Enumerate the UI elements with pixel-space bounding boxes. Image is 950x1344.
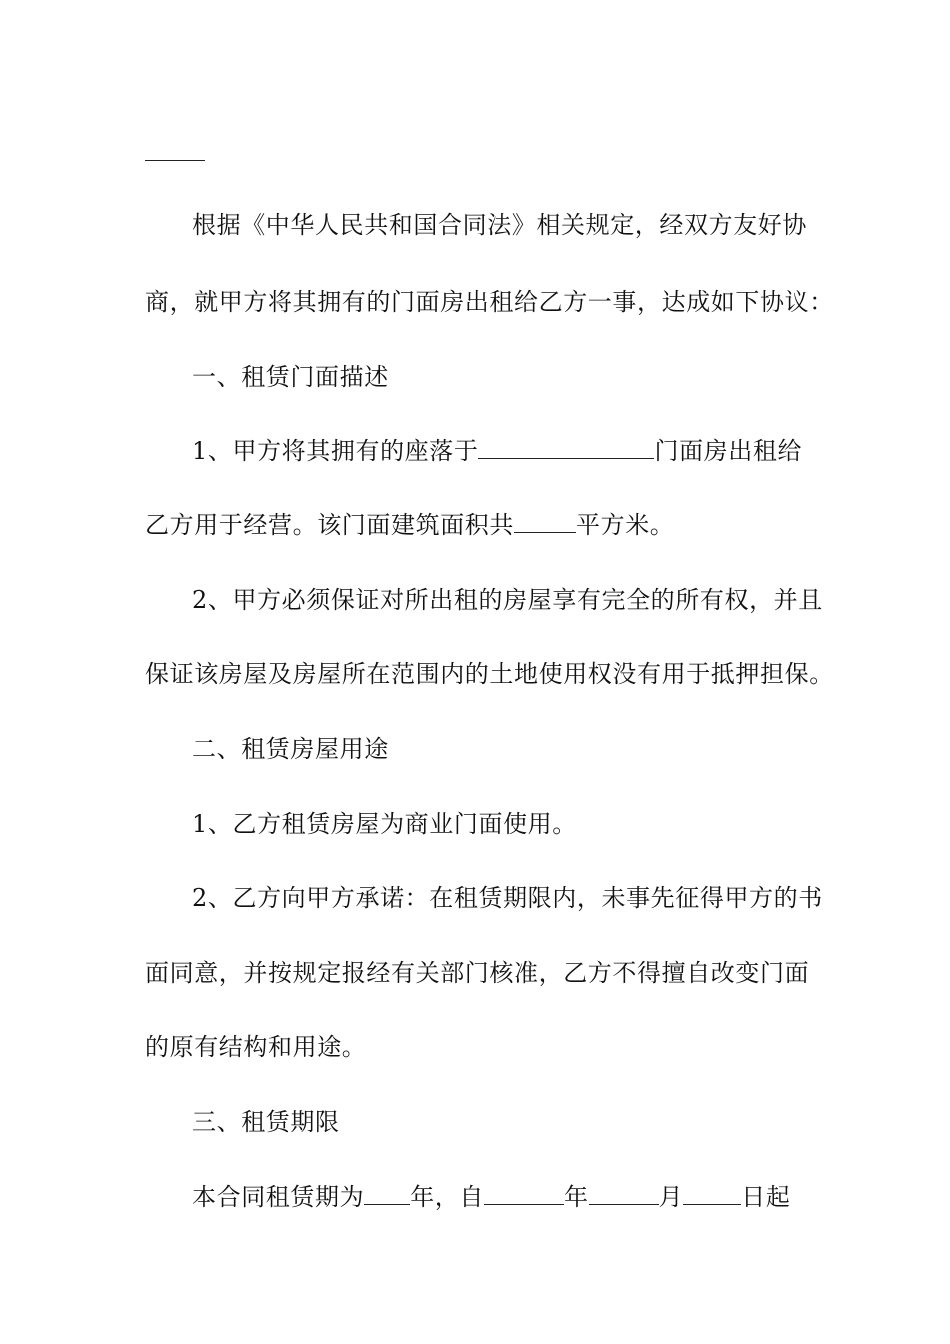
- text: 2、乙方向甲方承诺：在租赁期限内，未事先征得甲方的书: [192, 884, 823, 912]
- clause-2-2-line-1: [192, 883, 823, 913]
- text: 本合同租赁期为: [192, 1183, 365, 1211]
- blank-start-year: [484, 1182, 564, 1205]
- top-blank-line: [145, 160, 205, 161]
- text: 月: [658, 1183, 684, 1211]
- clause-2-2-line-2: [145, 958, 815, 988]
- clause-1-1-line-2: [145, 510, 815, 540]
- clause-1-1-line-1: [192, 436, 815, 466]
- text: 乙方用于经营。该门面建筑面积共: [145, 511, 514, 539]
- text: 平方米。: [576, 511, 675, 539]
- blank-years: [364, 1182, 410, 1205]
- clause-1-2-line-2: [145, 659, 834, 689]
- blank-area: [514, 510, 576, 533]
- text: 门面房出租给: [654, 437, 803, 465]
- text: 年，自: [410, 1183, 485, 1211]
- paragraph-intro-line-2: [145, 287, 834, 317]
- section-heading-1: [192, 362, 815, 392]
- section-heading-2: [192, 734, 815, 764]
- clause-1-2-line-1: [192, 585, 823, 615]
- text: 保证该房屋及房屋所在范围内的土地使用权没有用于抵押担保。: [145, 660, 834, 688]
- text: 面同意，并按规定报经有关部门核准，乙方不得擅自改变门面: [145, 959, 810, 987]
- text: 三、租赁期限: [192, 1108, 340, 1136]
- text: 的原有结构和用途。: [145, 1033, 367, 1061]
- text: 商，就甲方将其拥有的门面房出租给乙方一事，达成如下协议：: [145, 288, 834, 316]
- text: 1、乙方租赁房屋为商业门面使用。: [192, 810, 577, 838]
- blank-start-month: [589, 1182, 659, 1205]
- blank-start-day: [683, 1182, 741, 1205]
- clause-2-1: [192, 809, 815, 839]
- text: 2、甲方必须保证对所出租的房屋享有完全的所有权，并且: [192, 586, 823, 614]
- section-heading-3: [192, 1107, 815, 1137]
- text: 一、租赁门面描述: [192, 363, 389, 391]
- text: 二、租赁房屋用途: [192, 735, 389, 763]
- text: 年: [564, 1183, 589, 1211]
- text: 1、甲方将其拥有的座落于: [192, 437, 479, 465]
- paragraph-intro-line-1: [192, 210, 815, 240]
- blank-location: [478, 436, 654, 459]
- text: 根据《中华人民共和国合同法》相关规定，经双方友好协: [192, 211, 807, 239]
- clause-2-2-line-3: [145, 1032, 815, 1062]
- clause-3-line-1: [192, 1182, 815, 1212]
- text: 日起: [741, 1183, 791, 1211]
